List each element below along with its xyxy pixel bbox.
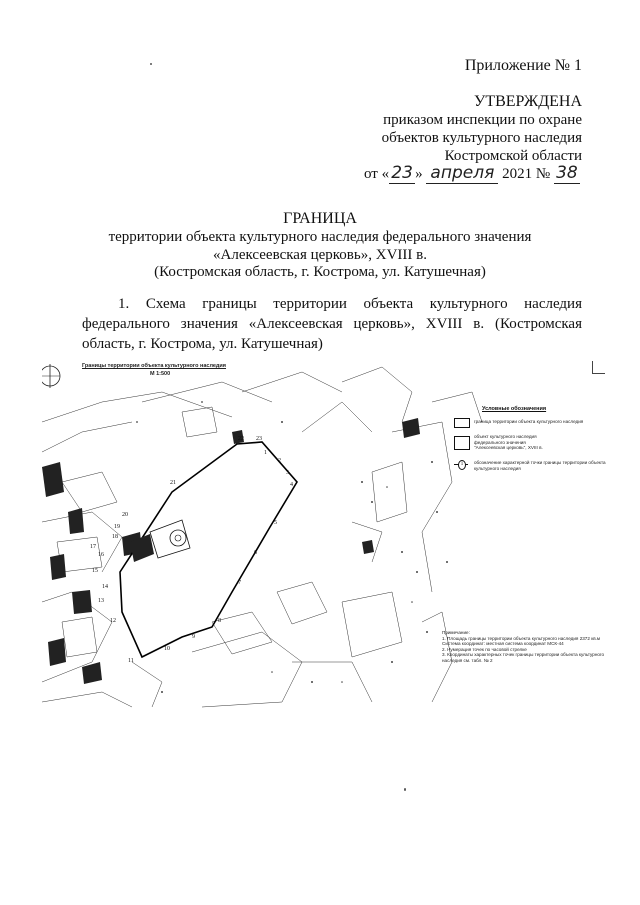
map-dark-buildings <box>42 418 420 684</box>
point-label: 16 <box>98 552 104 558</box>
note-1: 1. Площадь границы территории объекта культурного наследия 2372 кв.м <box>442 635 601 641</box>
body-paragraph-1: 1. Схема границы территории объекта культурного наследия федерального значения «Алексеевская церковь», XVIII в. (Костромская область, г. Кострома, ул. Катушечная) <box>82 296 582 352</box>
map-heading: Границы территории объекта культурного наследия <box>82 363 227 369</box>
point-label: 21 <box>170 480 176 486</box>
scan-speck <box>150 63 152 65</box>
point-label: 2 <box>278 458 281 464</box>
point-label: 12 <box>110 618 116 624</box>
point-label: 22 <box>238 436 244 442</box>
point-label: 8 <box>218 618 221 624</box>
legend-boundary-swatch <box>454 418 470 428</box>
legend-object-swatch <box>454 436 470 450</box>
point-label: 14 <box>102 584 108 590</box>
date-day: 23 <box>389 164 415 184</box>
map-notes <box>442 630 622 664</box>
doc-number: 38 <box>554 164 580 184</box>
point-label: 1 <box>264 450 267 456</box>
north-arrow-icon <box>42 364 60 388</box>
point-label: 9 <box>192 634 195 640</box>
point-label: 17 <box>90 544 96 550</box>
legend-point-marker <box>454 460 468 470</box>
point-label: 11 <box>128 658 134 664</box>
point-label: 3 <box>286 470 289 476</box>
point-label: 23 <box>256 436 262 442</box>
appendix-label: Приложение № 1 <box>464 57 582 74</box>
legend-item-object: объект культурного наследия федерального значения "Алексеевская церковь", XVIII в. <box>474 434 543 451</box>
point-label: 20 <box>122 512 128 518</box>
notes-title: Примечание: <box>442 630 470 635</box>
legend-point-marker-number: 1 <box>458 460 466 470</box>
map-texture <box>136 401 448 693</box>
title-line-3: (Костромская область, г. Кострома, ул. Катушечная) <box>154 264 486 280</box>
point-label: 6 <box>254 550 257 556</box>
scan-speck <box>404 788 406 791</box>
order-line-3: Костромской области <box>444 148 582 164</box>
church-building-icon <box>130 520 190 562</box>
point-label: 5 <box>274 520 277 526</box>
map-scale: М 1:500 <box>150 371 171 377</box>
point-label: 19 <box>114 524 120 530</box>
date-year: 2021 № <box>502 166 551 182</box>
point-label: 10 <box>164 646 170 652</box>
point-label: 15 <box>92 568 98 574</box>
date-quote: » <box>415 166 423 182</box>
legend-item-boundary: граница территории объекта культурного наследия <box>474 419 584 424</box>
title-line-1: территории объекта культурного наследия федерального значения <box>108 229 532 245</box>
boundary-map <box>42 362 640 712</box>
note-4: 3. Координаты характерных точек границы территории объекта культурного наследия см. табл. № 2 <box>442 652 605 663</box>
title-line-2: «Алексеевская церковь», XVIII в. <box>213 247 427 263</box>
order-line-2: объектов культурного наследия <box>381 130 582 146</box>
order-line-1: приказом инспекции по охране <box>383 112 582 128</box>
approved-label: УТВЕРЖДЕНА <box>473 93 582 110</box>
date-month: апреля <box>426 164 498 184</box>
note-3: 2. Нумерация точек по часовой стрелке <box>442 646 527 652</box>
point-label: 13 <box>98 598 104 604</box>
boundary-point-labels <box>90 436 293 664</box>
legend-title: Условные обозначения <box>482 406 547 412</box>
note-2: Система координат: местная система координат МСК-44 <box>442 641 564 647</box>
point-label: 4 <box>290 482 293 488</box>
point-label: 7 <box>238 580 241 586</box>
doc-title: ГРАНИЦА <box>283 210 357 227</box>
legend-item-point: обозначение характерной точки границы территории объекта культурного наследия <box>474 460 606 471</box>
point-label: 18 <box>112 534 118 540</box>
date-prefix: от « <box>364 166 390 182</box>
map-background-lines <box>42 367 482 707</box>
order-date-line <box>364 164 584 184</box>
